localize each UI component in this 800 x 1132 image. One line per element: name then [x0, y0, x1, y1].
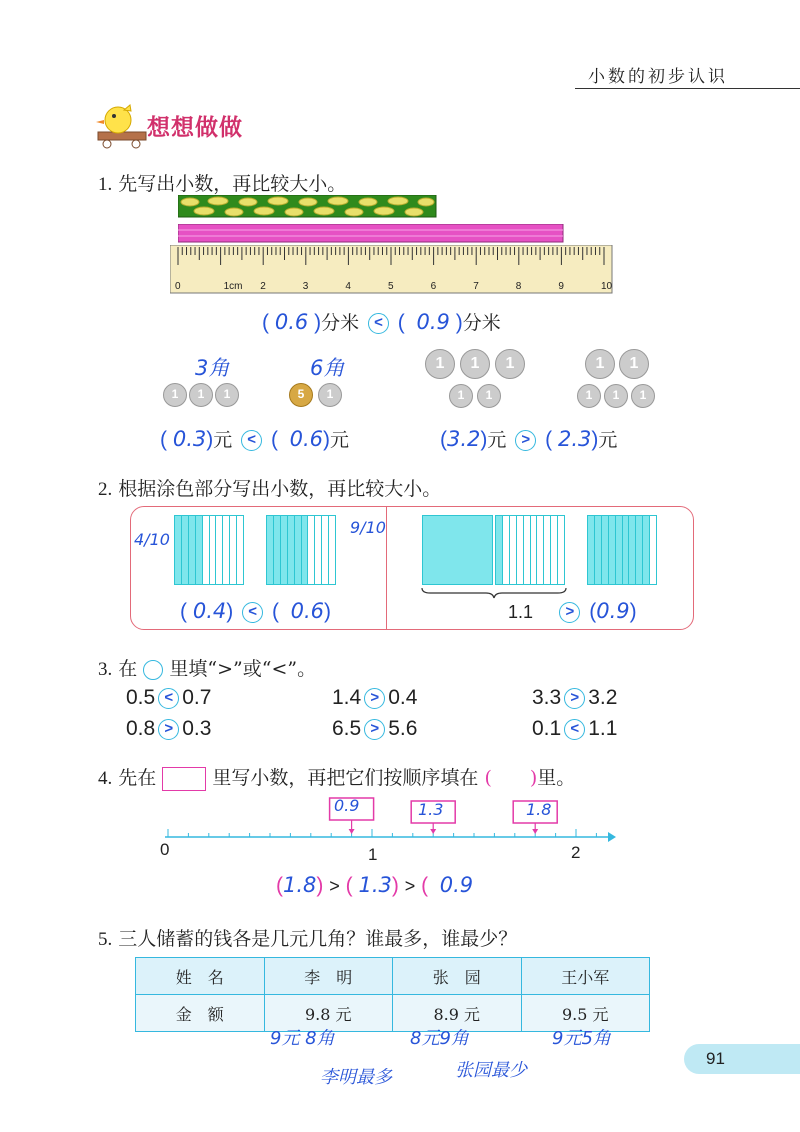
- magenta-strip: [178, 224, 566, 244]
- tenth-strip: [328, 516, 335, 584]
- box-value-1: 1.3: [418, 800, 444, 819]
- ruler-label: 4: [345, 281, 351, 292]
- q2-divider: [386, 507, 387, 629]
- table-cell: 8.9 元: [393, 995, 522, 1032]
- compare-item: [126, 686, 211, 710]
- q1-number: 1.: [98, 174, 113, 195]
- tenths-grid-b: [266, 515, 336, 585]
- tenth-strip: [557, 516, 564, 584]
- green-strip: [178, 195, 438, 219]
- header-rule: [575, 88, 800, 89]
- table-cell: 金 额: [136, 995, 265, 1032]
- tenth-strip: [615, 516, 622, 584]
- yuan-compare-right: (3.2)元 > ( 2.3)元: [440, 427, 618, 451]
- number-a: 6.5: [332, 717, 362, 740]
- coin-1jiao-icon: 1: [163, 383, 187, 407]
- table-header-cell: 王小军: [521, 958, 650, 995]
- answer-length-b: 0.9: [416, 310, 450, 334]
- tenth-strip: [209, 516, 216, 584]
- tenth-strip: [530, 516, 537, 584]
- tenth-strip: [301, 516, 308, 584]
- tenth-strip: [188, 516, 195, 584]
- number-a: 0.8: [126, 717, 156, 740]
- note-least: 张园最少: [455, 1060, 527, 1081]
- coin-1jiao-icon: 1: [318, 383, 342, 407]
- ruler-label: 5: [388, 281, 394, 292]
- q3-prompt: 3. 在 里填“>”或“<”。: [98, 658, 317, 680]
- arrow-tip: [532, 829, 538, 834]
- coin-1jiao-icon: 1: [604, 384, 628, 408]
- ruler-label: 7: [473, 281, 479, 292]
- tenth-strip: [608, 516, 615, 584]
- tenth-strip: [523, 516, 530, 584]
- tenth-strip: [222, 516, 229, 584]
- compare-circle: >: [515, 430, 536, 451]
- circle-symbol-icon: [143, 660, 163, 680]
- tenth-strip: [628, 516, 635, 584]
- number-b: 0.3: [182, 717, 212, 740]
- compare-circle: >: [559, 602, 580, 623]
- tenth-strip: [215, 516, 222, 584]
- compare-circle: <: [241, 430, 262, 451]
- note-wang-xiaojun: 9元5角: [552, 1028, 611, 1049]
- q1-text: 先写出小数，再比较大小。: [118, 173, 347, 195]
- ruler-label: 0: [175, 281, 181, 292]
- ruler-label: 3: [302, 281, 309, 292]
- tenths-grid-a: [174, 515, 244, 585]
- tenth-strip: [601, 516, 608, 584]
- arrow-tip: [430, 829, 436, 834]
- tenth-strip: [202, 516, 209, 584]
- table-cell: 9.8 元: [264, 995, 393, 1032]
- tenth-strip: [287, 516, 294, 584]
- tenth-strip: [502, 516, 509, 584]
- note-fraction-b: 9/10: [350, 518, 386, 537]
- brace: [420, 586, 568, 600]
- compare-circle: >: [564, 688, 585, 709]
- tenths-grid-d: [587, 515, 657, 585]
- compare-item: [126, 717, 211, 741]
- grid-compare-left: ( 0.4) < ( 0.6): [180, 599, 332, 623]
- table-header-cell: 姓 名: [136, 958, 265, 995]
- compare-item: [532, 686, 617, 710]
- compare-circle: <: [158, 688, 179, 709]
- number-b: 1.1: [588, 717, 618, 740]
- note-most: 李明最多: [320, 1067, 392, 1088]
- note-fraction-a: 4/10: [134, 530, 170, 549]
- order-line: (1.8) > ( 1.3) > ( 0.9: [276, 873, 474, 897]
- compare-circle: <: [368, 313, 389, 334]
- compare-item: [332, 686, 417, 710]
- compare-circle: <: [242, 602, 263, 623]
- ruler-label: 9: [558, 281, 564, 292]
- tenth-strip: [622, 516, 629, 584]
- coin-1yuan-icon: 1: [495, 349, 525, 379]
- number-b: 0.4: [388, 686, 418, 709]
- axis-label-2: 2: [571, 843, 581, 862]
- compare-circle: <: [564, 719, 585, 740]
- ruler-label: 2: [260, 281, 266, 292]
- note-coins-b: 6角: [310, 356, 345, 380]
- arrow-tip: [349, 829, 355, 834]
- note-li-ming: 9元 8角: [270, 1028, 335, 1049]
- answer-length-a: 0.6: [274, 310, 309, 334]
- grid-compare-right: 1.1 > (0.9): [508, 599, 637, 623]
- ruler-label: 1cm: [223, 281, 243, 292]
- compare-circle: >: [158, 719, 179, 740]
- table-header-cell: 张 园: [393, 958, 522, 995]
- note-zhang-yuan: 8元9角: [410, 1028, 469, 1049]
- tenth-strip: [195, 516, 202, 584]
- table-header-cell: 李 明: [264, 958, 393, 995]
- ruler-label: 8: [515, 281, 522, 292]
- table-row: [136, 958, 650, 995]
- tenth-strip: [536, 516, 543, 584]
- coin-1jiao-icon: 1: [189, 383, 213, 407]
- q1-prompt: [98, 169, 346, 196]
- coin-1jiao-icon: 1: [449, 384, 473, 408]
- tenth-strip: [635, 516, 642, 584]
- tenth-strip: [181, 516, 188, 584]
- compare-item: [532, 717, 617, 741]
- chick-mascot-icon: [92, 104, 150, 150]
- tenth-strip: [273, 516, 280, 584]
- tenth-strip: [642, 516, 649, 584]
- tenth-strip: [307, 516, 314, 584]
- whole-square: [422, 515, 493, 585]
- tenth-strip: [649, 516, 656, 584]
- page-number: 91: [706, 1049, 725, 1068]
- coin-1jiao-icon: 1: [215, 383, 239, 407]
- compare-item: [332, 717, 417, 741]
- box-value-0: 0.9: [334, 796, 360, 815]
- number-b: 3.2: [588, 686, 618, 709]
- section-title: 想想做做: [147, 115, 243, 141]
- ruler-label: 6: [430, 281, 437, 292]
- page-number-tab: [684, 1044, 800, 1074]
- number-a: 3.3: [532, 686, 562, 709]
- number-b: 0.7: [182, 686, 212, 709]
- box-value-2: 1.8: [526, 800, 552, 819]
- q2-prompt: 2. 根据涂色部分写出小数，再比较大小。: [98, 478, 442, 500]
- coin-1jiao-icon: 1: [577, 384, 601, 408]
- tenth-strip: [594, 516, 601, 584]
- savings-table: [135, 957, 650, 1032]
- coin-1yuan-icon: 1: [619, 349, 649, 379]
- coin-1jiao-icon: 1: [631, 384, 655, 408]
- box-symbol-icon: [162, 767, 206, 791]
- tenth-strip: [314, 516, 321, 584]
- coin-5jiao-icon: 5: [289, 383, 313, 407]
- note-coins-a: 3角: [195, 356, 230, 380]
- coin-1jiao-icon: 1: [477, 384, 501, 408]
- yuan-compare-left: ( 0.3)元 < ( 0.6)元: [160, 427, 350, 451]
- axis-label-0: 0: [160, 840, 170, 859]
- q4-prompt: 4. 先在 里写小数，再把它们按顺序填在 ( )里。: [98, 767, 576, 789]
- tenth-strip: [229, 516, 236, 584]
- number-a: 0.1: [532, 717, 562, 740]
- axis-label-1: 1: [368, 845, 378, 864]
- tenths-grid-c: [495, 515, 565, 585]
- chapter-title: 小数的初步认识: [588, 67, 728, 87]
- number-a: 1.4: [332, 686, 362, 709]
- ruler: [170, 245, 614, 295]
- tenth-strip: [550, 516, 557, 584]
- compare-circle: >: [364, 719, 385, 740]
- table-cell: 9.5 元: [521, 995, 650, 1032]
- tenth-strip: [294, 516, 301, 584]
- ruler-label: 10: [601, 281, 613, 292]
- compare-circle: >: [364, 688, 385, 709]
- tenth-strip: [321, 516, 328, 584]
- coin-1yuan-icon: 1: [585, 349, 615, 379]
- tenth-strip: [236, 516, 243, 584]
- tenth-strip: [509, 516, 516, 584]
- number-a: 0.5: [126, 686, 156, 709]
- paren-symbol-icon: ( ): [484, 767, 538, 789]
- coin-1yuan-icon: 1: [460, 349, 490, 379]
- coin-1yuan-icon: 1: [425, 349, 455, 379]
- tenth-strip: [280, 516, 287, 584]
- q5-prompt: 5. 三人储蓄的钱各是几元几角？谁最多，谁最少？: [98, 928, 518, 950]
- tenth-strip: [516, 516, 523, 584]
- length-compare: ( 0.6 )分米 < ( 0.9 )分米: [262, 310, 501, 334]
- tenth-strip: [543, 516, 550, 584]
- number-b: 5.6: [388, 717, 418, 740]
